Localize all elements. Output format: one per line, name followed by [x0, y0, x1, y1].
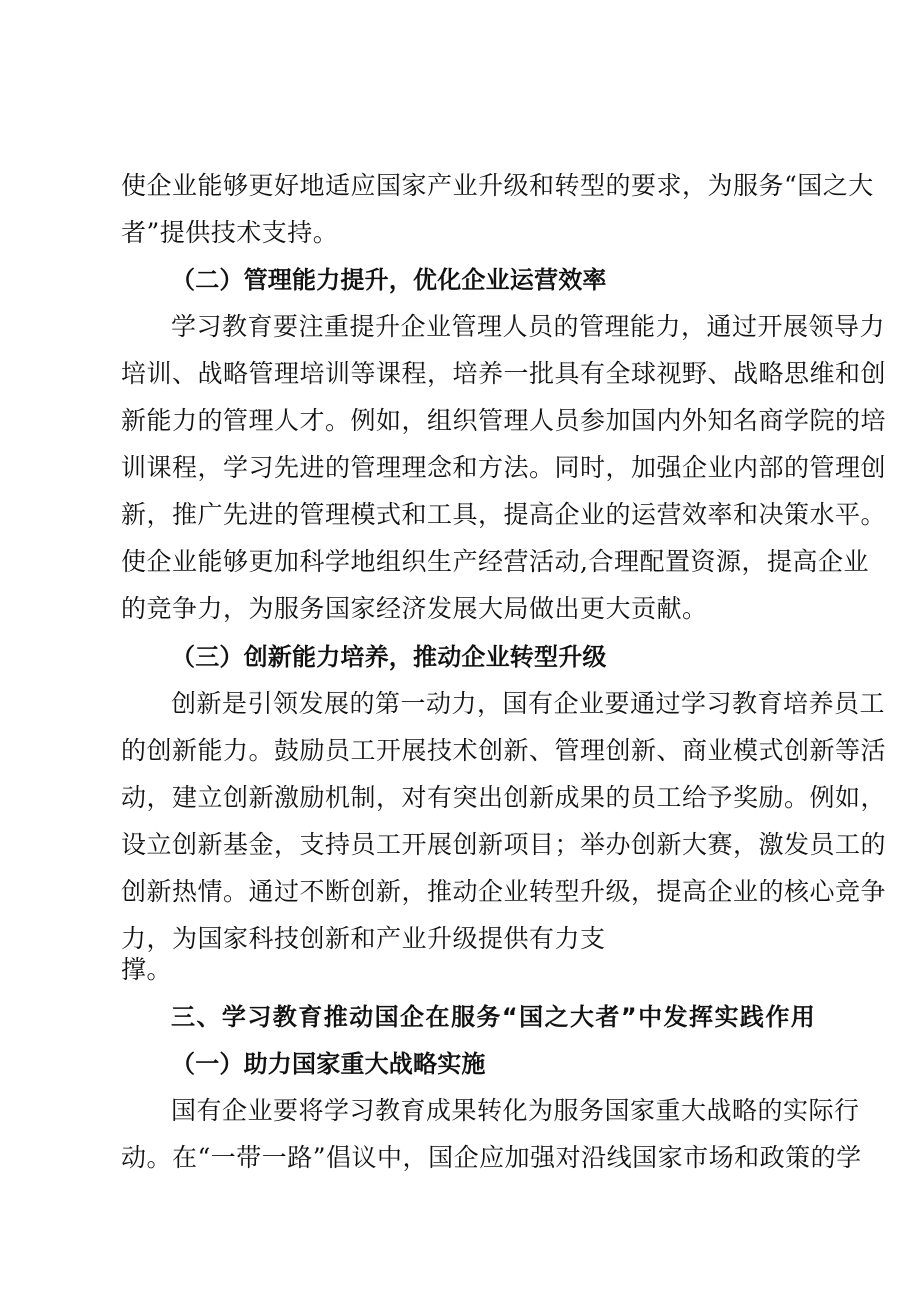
paragraph-line: 动。在“一带一路”倡议中，国企应加强对沿线国家市场和政策的学: [121, 1143, 862, 1172]
paragraph-line: 创新是引领发展的第一动力，国有企业要通过学习教育培养员工: [171, 689, 886, 718]
paragraph-line: 培训、战略管理培训等课程，培养一批具有全球视野、战略思维和创: [121, 359, 887, 388]
paragraph-line: 的竞争力，为服务国家经济发展大局做出更大贡献。: [121, 594, 708, 623]
paragraph-line: 国有企业要将学习教育成果转化为服务国家重大战略的实际行: [171, 1096, 860, 1125]
paragraph-line: 者”提供技术支持。: [121, 218, 339, 247]
paragraph-line: 训课程，学习先进的管理理念和方法。同时，加强企业内部的管理创: [121, 453, 887, 482]
paragraph-line: 新能力的管理人才。例如，组织管理人员参加国内外知名商学院的培: [121, 406, 887, 435]
paragraph-line: 的创新能力。鼓励员工开展技术创新、管理创新、商业模式创新等活: [121, 736, 887, 765]
paragraph-line: 动，建立创新激励机制，对有突出创新成果的员工给予奖励。例如，: [121, 783, 887, 812]
subsection-heading: （三）创新能力培养，推动企业转型升级: [171, 643, 607, 671]
paragraph-line: 设立创新基金，支持员工开展创新项目；举办创新大赛，激发员工的: [121, 830, 887, 859]
paragraph-line: 创新热情。通过不断创新，推动企业转型升级，提高企业的核心竞争: [121, 877, 887, 906]
section-heading: 三、学习教育推动国企在服务“国之大者”中发挥实践作用: [171, 1003, 815, 1031]
paragraph-line: 力，为国家科技创新和产业升级提供有力支: [121, 924, 606, 953]
paragraph-line: 撑。: [121, 955, 173, 984]
paragraph-line: 使企业能够更加科学地组织生产经营活动,合理配置资源，提高企业: [121, 547, 869, 576]
subsection-heading: （一）助力国家重大战略实施: [171, 1050, 486, 1078]
paragraph-line: 使企业能够更好地适应国家产业升级和转型的要求，为服务“国之大: [121, 171, 874, 200]
paragraph-line: 新，推广先进的管理模式和工具，提高企业的运营效率和决策水平。: [121, 500, 887, 529]
subsection-heading: （二）管理能力提升，优化企业运营效率: [171, 266, 607, 294]
paragraph-line: 学习教育要注重提升企业管理人员的管理能力，通过开展领导力: [171, 312, 886, 341]
